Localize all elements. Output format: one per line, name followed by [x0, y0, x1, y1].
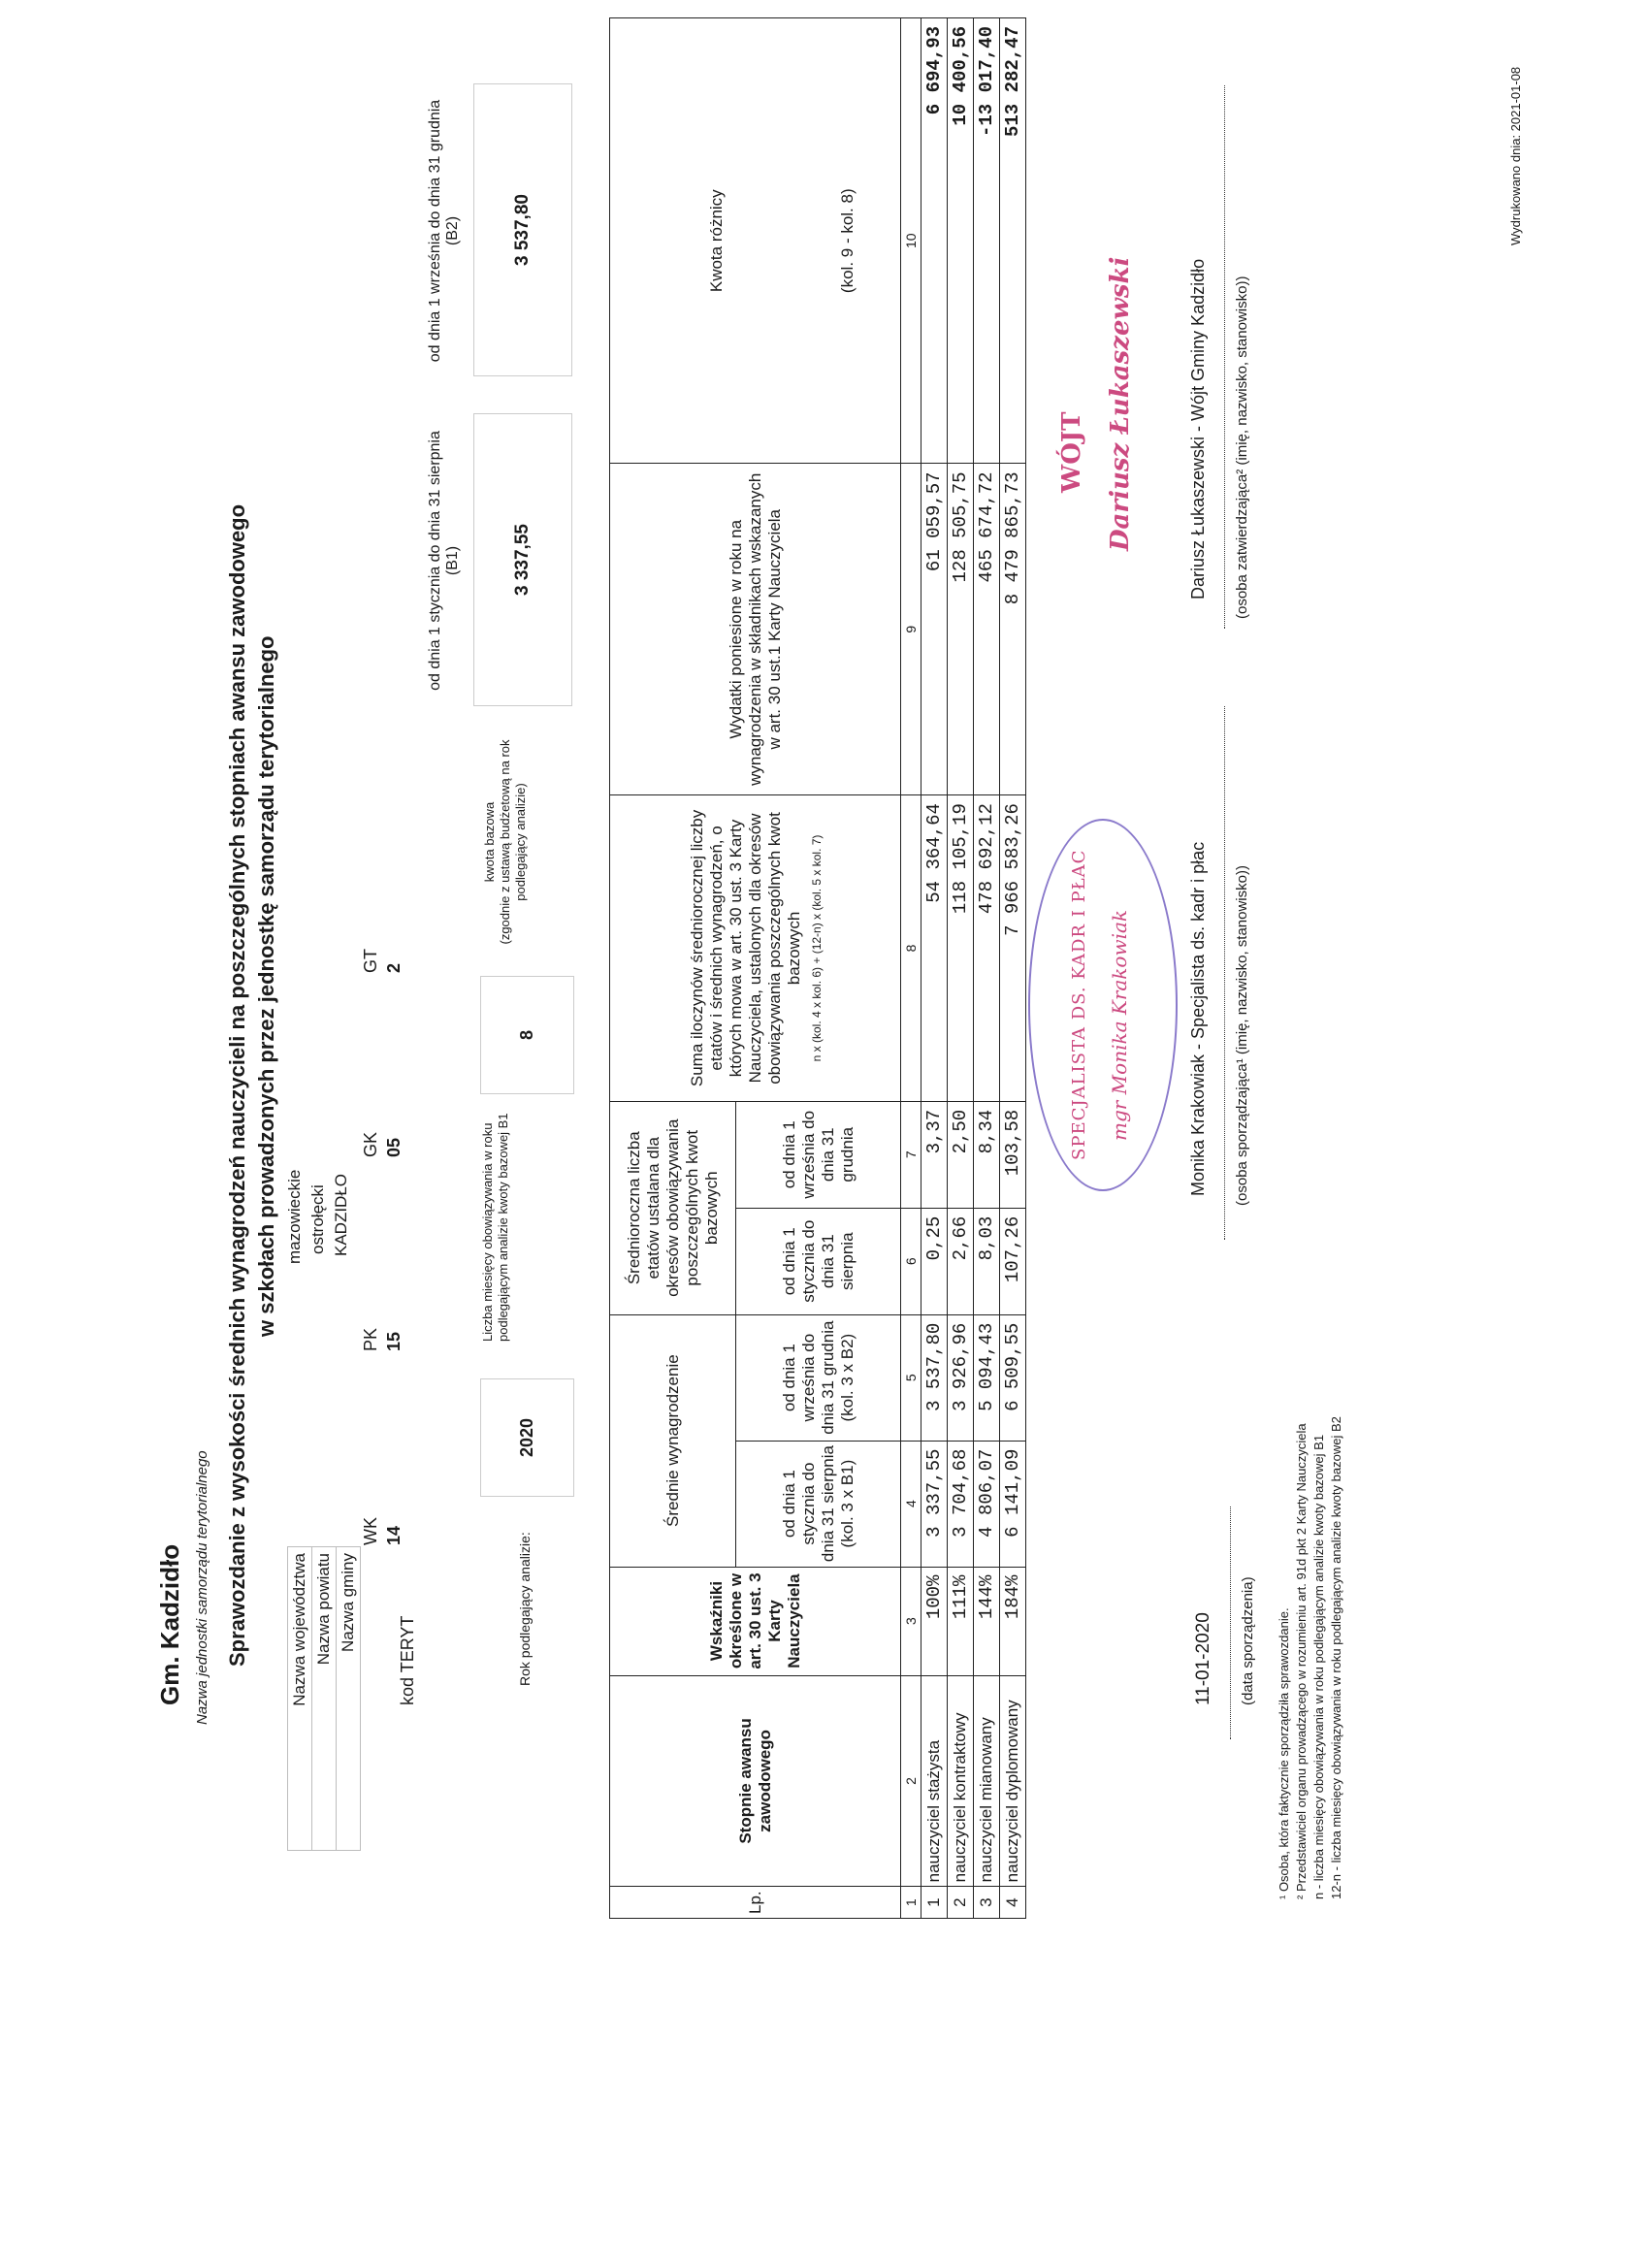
header-fte-a: od dnia 1 stycznia do dnia 31 sierpnia — [736, 1208, 901, 1314]
year-label: Rok podlegający analizie: — [517, 1532, 533, 1686]
table-row — [1000, 18, 1026, 1919]
footnote: n - liczba miesięcy obowiązywania w roku podlegającym analizie kwoty bazowej B1 — [1311, 1434, 1326, 1899]
teryt-gk-value: 05 — [384, 1137, 404, 1157]
teryt-wk-header: WK — [361, 1517, 380, 1545]
salary-table — [609, 17, 1026, 1919]
column-number: 4 — [901, 1441, 922, 1567]
row-fte-a: 0,25 — [922, 1208, 948, 1314]
row-lp: 4 — [1000, 1887, 1026, 1919]
table-row — [974, 18, 1000, 1919]
row-grade: nauczyciel kontraktowy — [948, 1675, 974, 1887]
preparer-stamp-name: mgr Monika Krakowiak — [1108, 909, 1131, 1141]
date-value: 11-01-2020 — [1193, 1612, 1213, 1705]
row-avg-b: 5 094,43 — [974, 1314, 1000, 1441]
column-number: 9 — [901, 464, 922, 795]
base-amount-label — [482, 735, 529, 949]
header-difference — [610, 18, 901, 464]
b2-value: 3 537,80 — [473, 83, 572, 376]
report-title-line2: w szkołach prowadzonych przez jednostkę samorządu terytorialnego — [254, 635, 278, 1337]
year-value: 2020 — [480, 1378, 574, 1497]
teryt-codes — [361, 944, 409, 1545]
header-avg-a — [736, 1441, 901, 1567]
row-avg-a: 3 704,68 — [948, 1441, 974, 1567]
row-grade: nauczyciel dyplomowany — [1000, 1675, 1026, 1887]
row-expenses: 465 674,72 — [974, 464, 1000, 795]
row-index: 111% — [948, 1567, 974, 1675]
header-avg-a-formula: (kol. 3 x B1) — [837, 1459, 857, 1548]
header-expenses: Wydatki poniesione w roku na wynagrodzenia w składnikach wskazanych w art. 30 ust.1 Karty Nauczyciela — [610, 464, 901, 795]
header-fte: Średnioroczna liczba etatów ustalana dla okresów obowiązywania poszczególnych kwot bazowych — [610, 1101, 736, 1314]
months-label: Liczba miesięcy obowiązywania w roku podlegającym analizie kwoty bazowej B1 — [480, 1113, 510, 1342]
row-index: 144% — [974, 1567, 1000, 1675]
county-label: Nazwa powiatu — [312, 1547, 337, 1851]
row-difference: 513 282,47 — [1000, 18, 1026, 464]
row-fte-b: 8,34 — [974, 1101, 1000, 1208]
teryt-label: kod TERYT — [398, 1615, 417, 1705]
table-row — [922, 18, 948, 1919]
months-value: 8 — [480, 976, 574, 1094]
row-lp: 2 — [948, 1887, 974, 1919]
row-sum: 54 364,64 — [922, 795, 948, 1102]
approver-line — [1224, 85, 1225, 629]
preparer-stamp — [1028, 819, 1178, 1191]
row-fte-a: 107,26 — [1000, 1208, 1026, 1314]
unit-caption: Nazwa jednostki samorządu terytorialnego — [194, 1450, 210, 1725]
preparer-line — [1224, 706, 1225, 1240]
table-row — [948, 18, 974, 1919]
footnotes — [1276, 1416, 1345, 1899]
column-number: 1 — [901, 1887, 922, 1919]
footnote: ¹ Osoba, która faktycznie sporządziła sprawozdanie. — [1277, 1607, 1291, 1899]
row-fte-a: 2,66 — [948, 1208, 974, 1314]
row-difference: 6 694,93 — [922, 18, 948, 464]
header-avg-b-formula: (kol. 3 x B2) — [837, 1333, 857, 1422]
header-grade: Stopnie awansu zawodowego — [610, 1675, 901, 1887]
date-caption: (data sporządzenia) — [1240, 1576, 1256, 1705]
voivodeship-value: mazowieckie — [285, 1169, 304, 1264]
header-fte-b: od dnia 1 września do dnia 31 grudnia — [736, 1101, 901, 1208]
column-number: 8 — [901, 795, 922, 1102]
row-expenses: 128 505,75 — [948, 464, 974, 795]
row-avg-a: 3 337,55 — [922, 1441, 948, 1567]
approver-stamp — [1048, 211, 1174, 561]
header-sum-text: Suma iloczynów średniorocznej liczby etatów i średnich wynagrodzeń, o których mowa w art. 30 ust. 3 Karty Nauczyciela, ustalonych dla okresów obowiązywania poszczególnych kwot bazowych — [687, 809, 803, 1087]
row-difference: -13 017,40 — [974, 18, 1000, 464]
header-sum — [610, 795, 901, 1102]
teryt-pk-header: PK — [361, 1327, 380, 1351]
county-value: ostrołęcki — [308, 1184, 327, 1254]
unit-name: Gm. Kadzidło — [155, 1543, 184, 1705]
base-amount-title: kwota bazowa — [482, 801, 497, 883]
approver-stamp-title: WÓJT — [1057, 411, 1086, 493]
column-number: 7 — [901, 1101, 922, 1208]
header-avg-a-text: od dnia 1 stycznia do dnia 31 sierpnia — [779, 1445, 837, 1563]
row-sum: 478 692,12 — [974, 795, 1000, 1102]
row-fte-b: 3,37 — [922, 1101, 948, 1208]
row-avg-b: 6 509,55 — [1000, 1314, 1026, 1441]
header-avg: Średnie wynagrodzenie — [610, 1314, 736, 1567]
row-avg-b: 3 537,80 — [922, 1314, 948, 1441]
preparer-name: Monika Krakowiak - Specjalista ds. kadr i płac — [1188, 841, 1208, 1196]
row-fte-b: 103,58 — [1000, 1101, 1026, 1208]
teryt-pk-value: 15 — [384, 1331, 404, 1351]
approver-stamp-name: Dariusz Łukaszewski — [1106, 256, 1135, 551]
b1-label: od dnia 1 stycznia do dnia 31 sierpnia (B1) — [427, 431, 461, 691]
b1-value: 3 337,55 — [473, 413, 572, 706]
preparer-stamp-title: SPECJALISTA DS. KADR I PŁAC — [1069, 849, 1089, 1160]
row-expenses: 61 059,57 — [922, 464, 948, 795]
row-index: 184% — [1000, 1567, 1026, 1675]
footnote: ² Przedstawiciel organu prowadzącego w rozumieniu art. 91d pkt 2 Karty Nauczyciela — [1294, 1423, 1309, 1899]
date-line — [1230, 1507, 1231, 1739]
row-index: 100% — [922, 1567, 948, 1675]
header-difference-formula: (kol. 9 - kol. 8) — [837, 188, 857, 294]
header-difference-text: Kwota różnicy — [706, 189, 726, 293]
base-amounts — [427, 27, 572, 706]
teryt-gt-value: 2 — [384, 962, 404, 973]
column-number: 6 — [901, 1208, 922, 1314]
row-fte-b: 2,50 — [948, 1101, 974, 1208]
row-difference: 10 400,56 — [948, 18, 974, 464]
b2-label: od dnia 1 września do dnia 31 grudnia (B2) — [427, 99, 461, 363]
approver-caption: (osoba zatwierdzająca² (imię, nazwisko, stanowisko)) — [1234, 275, 1250, 619]
voivodeship-label: Nazwa województwa — [288, 1547, 312, 1851]
row-avg-a: 4 806,07 — [974, 1441, 1000, 1567]
header-avg-b — [736, 1314, 901, 1441]
preparer-caption: (osoba sporządzająca¹ (imię, nazwisko, stanowisko)) — [1234, 865, 1250, 1206]
report-title-line1: Sprawozdanie z wysokości średnich wynagrodzeń nauczycieli na poszczególnych stopniach awansu zawodowego — [225, 503, 249, 1667]
row-avg-a: 6 141,09 — [1000, 1441, 1026, 1567]
row-avg-b: 3 926,96 — [948, 1314, 974, 1441]
commune-label: Nazwa gminy — [337, 1547, 361, 1851]
teryt-gk-header: GK — [361, 1131, 380, 1157]
base-amount-subtitle: (zgodnie z ustawą budżetową na rok podlegający analizie) — [498, 739, 528, 945]
column-number: 2 — [901, 1675, 922, 1887]
approver-name: Dariusz Łukaszewski - Wójt Gminy Kadzidło — [1188, 258, 1208, 599]
row-sum: 118 105,19 — [948, 795, 974, 1102]
header-sum-formula: n x (kol. 4 x kol. 6) + (12-n) x (kol. 5 x kol. 7) — [809, 834, 824, 1062]
column-number: 5 — [901, 1314, 922, 1441]
row-grade: nauczyciel mianowany — [974, 1675, 1000, 1887]
teryt-wk-value: 14 — [384, 1525, 404, 1545]
print-date: Wydrukowano dnia: 2021-01-08 — [1508, 66, 1523, 245]
header-avg-b-text: od dnia 1 września do dnia 31 grudnia — [779, 1320, 837, 1435]
column-numbers-row — [901, 18, 922, 1919]
header-lp: Lp. — [610, 1887, 901, 1919]
column-number: 3 — [901, 1567, 922, 1675]
row-grade: nauczyciel stażysta — [922, 1675, 948, 1887]
row-sum: 7 966 583,26 — [1000, 795, 1026, 1102]
row-lp: 3 — [974, 1887, 1000, 1919]
row-expenses: 8 479 865,73 — [1000, 464, 1026, 795]
commune-value: KADZIDŁO — [332, 1173, 350, 1256]
teryt-gt-header: GT — [361, 949, 380, 973]
admin-table — [287, 855, 361, 1851]
row-lp: 1 — [922, 1887, 948, 1919]
row-fte-a: 8,03 — [974, 1208, 1000, 1314]
footnote: 12-n - liczba miesięcy obowiązywania w roku podlegającym analizie kwoty bazowej B2 — [1329, 1416, 1343, 1899]
column-number: 10 — [901, 18, 922, 464]
header-index: Wskaźniki określone w art. 30 ust. 3 Karty Nauczyciela — [610, 1567, 901, 1675]
analysis-box — [427, 17, 587, 1686]
